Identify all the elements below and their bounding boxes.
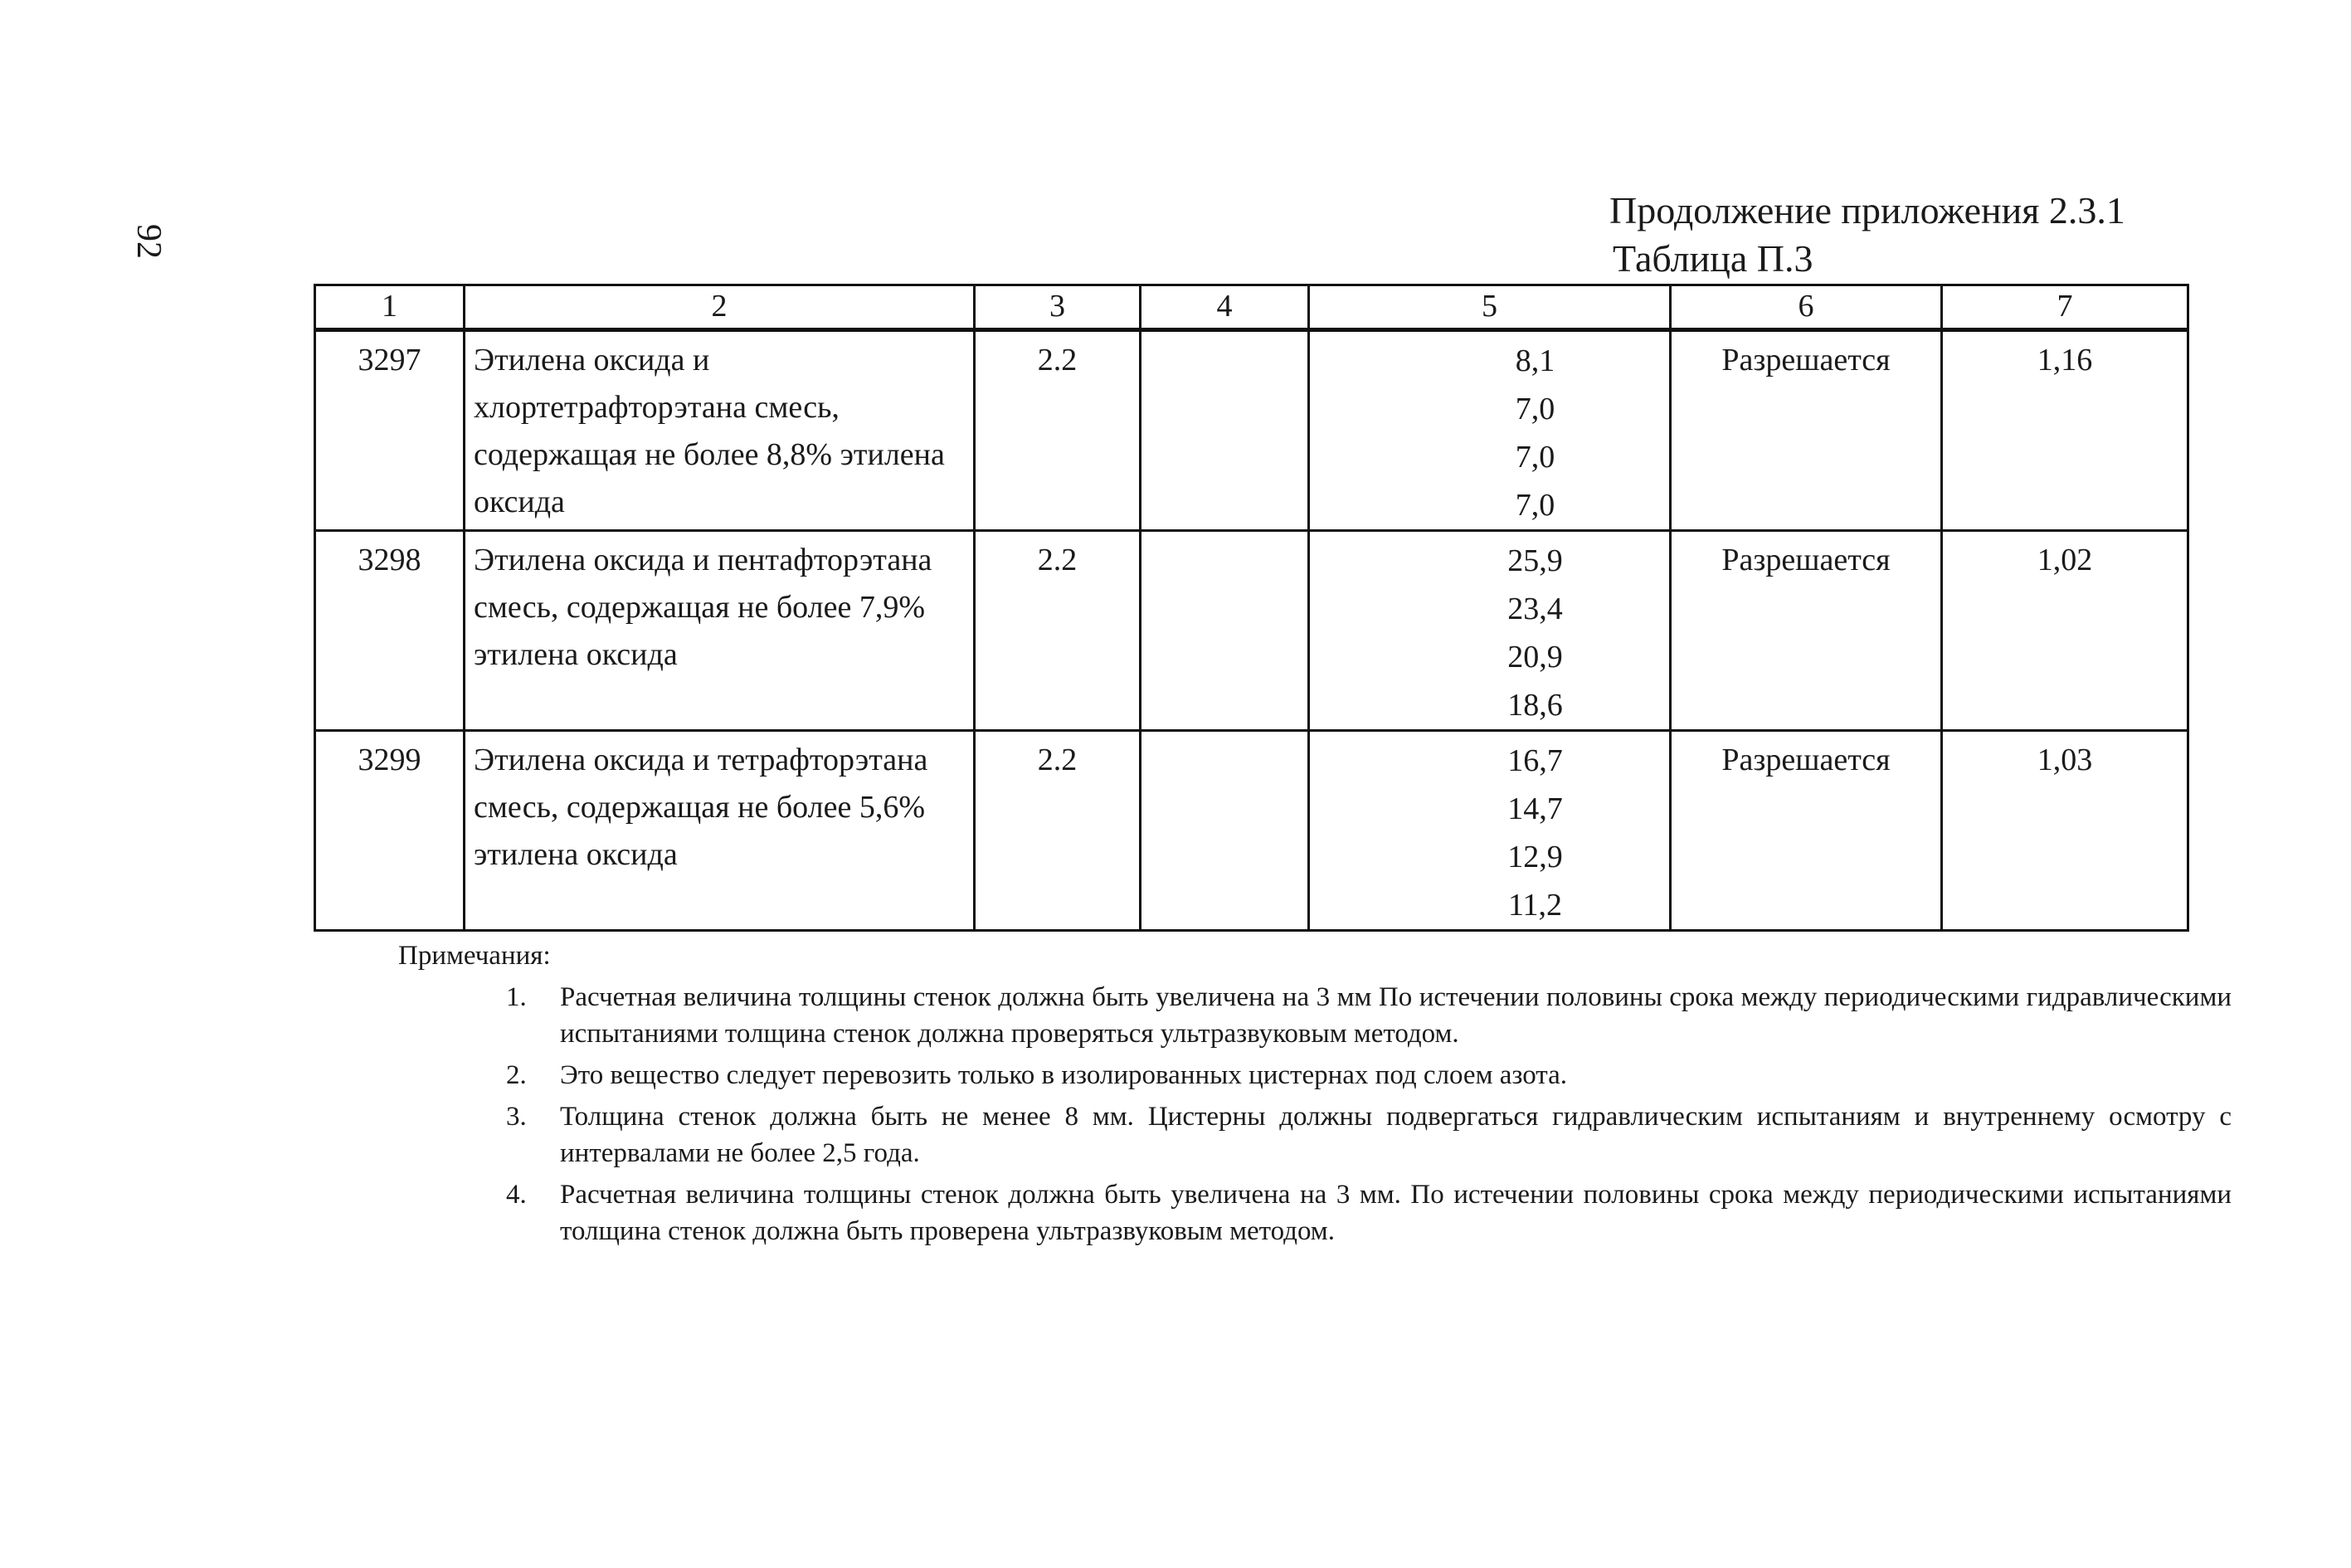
permission-status: Разрешается xyxy=(1671,731,1942,931)
value: 23,4 xyxy=(1507,592,1563,626)
column-header: 4 xyxy=(1141,285,1309,330)
coefficient: 1,03 xyxy=(1942,731,2188,931)
note-number: 1. xyxy=(506,982,527,1012)
note-item xyxy=(398,1098,2232,1171)
column-header: 3 xyxy=(975,285,1141,330)
substance-name: Этилена оксида и тетрафторэтана смесь, содержащая не более 5,6% этилена оксида xyxy=(465,731,975,931)
substance-name: Этилена оксида и пентафторэтана смесь, содержащая не более 7,9% этилена оксида xyxy=(465,531,975,731)
note-text: Расчетная величина толщины стенок должна быть увеличена на 3 мм По истечении половины срока между периодическими гидравлическими испытаниями толщина стенок должна проверяться ультразвуковым методом. xyxy=(560,982,2232,1049)
note-item xyxy=(398,1057,2232,1093)
hazard-class: 2.2 xyxy=(975,330,1141,531)
column-4-cell xyxy=(1141,330,1309,531)
column-4-cell xyxy=(1141,731,1309,931)
column-header: 2 xyxy=(465,285,975,330)
value: 7,0 xyxy=(1515,392,1555,426)
value: 12,9 xyxy=(1507,840,1563,874)
note-text: Это вещество следует перевозить только в изолированных цистернах под слоем азота. xyxy=(560,1060,1567,1090)
un-number: 3299 xyxy=(315,731,465,931)
table-title: Таблица П.3 xyxy=(1613,237,1813,280)
value: 7,0 xyxy=(1515,488,1555,523)
value: 14,7 xyxy=(1507,791,1563,826)
notes-title: Примечания: xyxy=(398,941,551,971)
values-cell xyxy=(1309,731,1671,931)
note-item xyxy=(398,979,2232,1052)
substance-name: Этилена оксида и хлортетрафторэтана смесь, содержащая не более 8,8% этилена оксида xyxy=(465,330,975,531)
hazard-class: 2.2 xyxy=(975,531,1141,731)
note-text: Толщина стенок должна быть не менее 8 мм. Цистерны должны подвергаться гидравлическим испытаниям и внутреннему осмотру с интервалами не более 2,5 года. xyxy=(560,1102,2232,1168)
permission-status: Разрешается xyxy=(1671,531,1942,731)
page-number: 92 xyxy=(129,224,168,259)
table-row xyxy=(315,731,2188,931)
table-row xyxy=(315,531,2188,731)
value: 7,0 xyxy=(1515,440,1555,475)
note-number: 4. xyxy=(506,1180,527,1210)
values-cell xyxy=(1309,330,1671,531)
hazard-class: 2.2 xyxy=(975,731,1141,931)
column-header: 5 xyxy=(1309,285,1671,330)
value: 18,6 xyxy=(1507,688,1563,723)
column-header: 7 xyxy=(1942,285,2188,330)
coefficient: 1,02 xyxy=(1942,531,2188,731)
un-number: 3298 xyxy=(315,531,465,731)
un-number: 3297 xyxy=(315,330,465,531)
table-heading xyxy=(1609,187,2125,283)
column-header: 6 xyxy=(1671,285,1942,330)
value: 16,7 xyxy=(1507,743,1563,778)
values-cell xyxy=(1309,531,1671,731)
value: 25,9 xyxy=(1507,543,1563,578)
table-row xyxy=(315,330,2188,531)
notes-section xyxy=(398,937,2232,1254)
note-number: 2. xyxy=(506,1060,527,1090)
appendix-continuation-title: Продолжение приложения 2.3.1 xyxy=(1609,189,2125,231)
value: 8,1 xyxy=(1515,343,1555,378)
note-number: 3. xyxy=(506,1102,527,1132)
table-header-row xyxy=(315,285,2188,330)
column-4-cell xyxy=(1141,531,1309,731)
substances-table xyxy=(314,284,2189,932)
permission-status: Разрешается xyxy=(1671,330,1942,531)
coefficient: 1,16 xyxy=(1942,330,2188,531)
note-text: Расчетная величина толщины стенок должна быть увеличена на 3 мм. По истечении половины срока между периодическими испытаниями толщина стенок должна быть проверена ультразвуковым методом. xyxy=(560,1180,2232,1246)
value: 20,9 xyxy=(1507,640,1563,674)
note-item xyxy=(398,1176,2232,1249)
value: 11,2 xyxy=(1507,888,1563,923)
column-header: 1 xyxy=(315,285,465,330)
